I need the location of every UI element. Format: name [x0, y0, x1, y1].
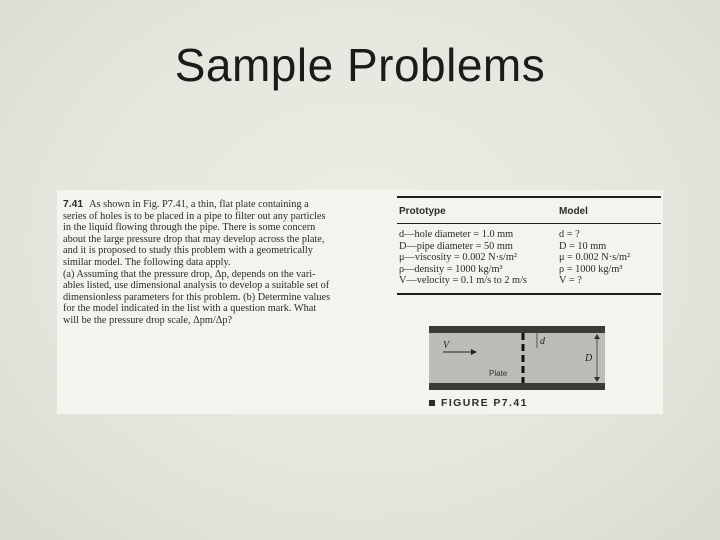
problem-line: and it is proposed to study this problem with a geometrically	[63, 245, 313, 257]
data-table	[397, 196, 661, 295]
prototype-cell: V—velocity = 0.1 m/s to 2 m/s	[399, 275, 527, 287]
problem-line: ables listed, use dimensional analysis to develop a suitable set of	[63, 280, 330, 292]
table-header	[397, 198, 661, 223]
model-cell: D = 10 mm	[559, 240, 607, 252]
problem-statement	[63, 199, 369, 327]
problem-line: series of holes is to be placed in a pipe to filter out any particles	[63, 210, 326, 222]
prototype-cell: ρ—density = 1000 kg/m³	[399, 263, 503, 275]
table-row	[397, 275, 661, 287]
table-row	[397, 252, 661, 264]
table-row	[397, 229, 661, 241]
arrowhead-icon	[594, 334, 600, 339]
header-prototype: Prototype	[399, 206, 446, 217]
problem-line	[63, 199, 369, 211]
problem-number: 7.41	[63, 199, 84, 210]
problem-line: similar model. The following data apply.	[63, 256, 231, 268]
prototype-cell: d—hole diameter = 1.0 mm	[399, 229, 514, 240]
velocity-label: V	[443, 340, 450, 351]
textbook-scan	[57, 190, 663, 414]
hole-label: d	[540, 336, 545, 347]
pipe-figure	[429, 326, 605, 390]
problem-line: will be the pressure drop scale, Δpm/Δp?	[63, 314, 233, 326]
table-rule	[397, 293, 661, 295]
problem-line: (a) Assuming that the pressure drop, Δp, depends on the vari-	[63, 268, 316, 280]
diameter-label: D	[585, 353, 593, 364]
problem-line: about the large pressure drop that may develop across the plate,	[63, 233, 325, 245]
problem-text: As shown in Fig. P7.41, a thin, flat plate containing a	[89, 199, 309, 210]
slide-title: Sample Problems	[174, 39, 546, 91]
model-cell: d = ?	[559, 229, 580, 240]
plate-label: Plate	[489, 369, 508, 378]
caption-bullet-icon	[429, 400, 435, 406]
arrowhead-icon	[471, 349, 477, 355]
table-row	[397, 264, 661, 276]
prototype-cell: μ—viscosity = 0.002 N·s/m²	[399, 252, 517, 264]
model-cell: ρ = 1000 kg/m³	[559, 263, 623, 275]
pipe-diagram	[429, 326, 605, 390]
problem-line: for the model indicated in the list with a question mark. What	[63, 303, 317, 315]
model-cell: V = ?	[559, 275, 582, 287]
model-cell: μ = 0.002 N·s/m²	[559, 252, 631, 264]
prototype-cell: D—pipe diameter = 50 mm	[399, 240, 513, 252]
problem-line: dimensionless parameters for this problem. (b) Determine values	[63, 291, 331, 303]
header-model: Model	[559, 206, 588, 217]
problem-line: in the liquid flowing through the pipe. There is some concern	[63, 222, 316, 234]
caption-text: FIGURE P7.41	[441, 397, 528, 409]
figure-caption	[429, 397, 528, 409]
table-row	[397, 241, 661, 253]
arrowhead-icon	[594, 377, 600, 382]
